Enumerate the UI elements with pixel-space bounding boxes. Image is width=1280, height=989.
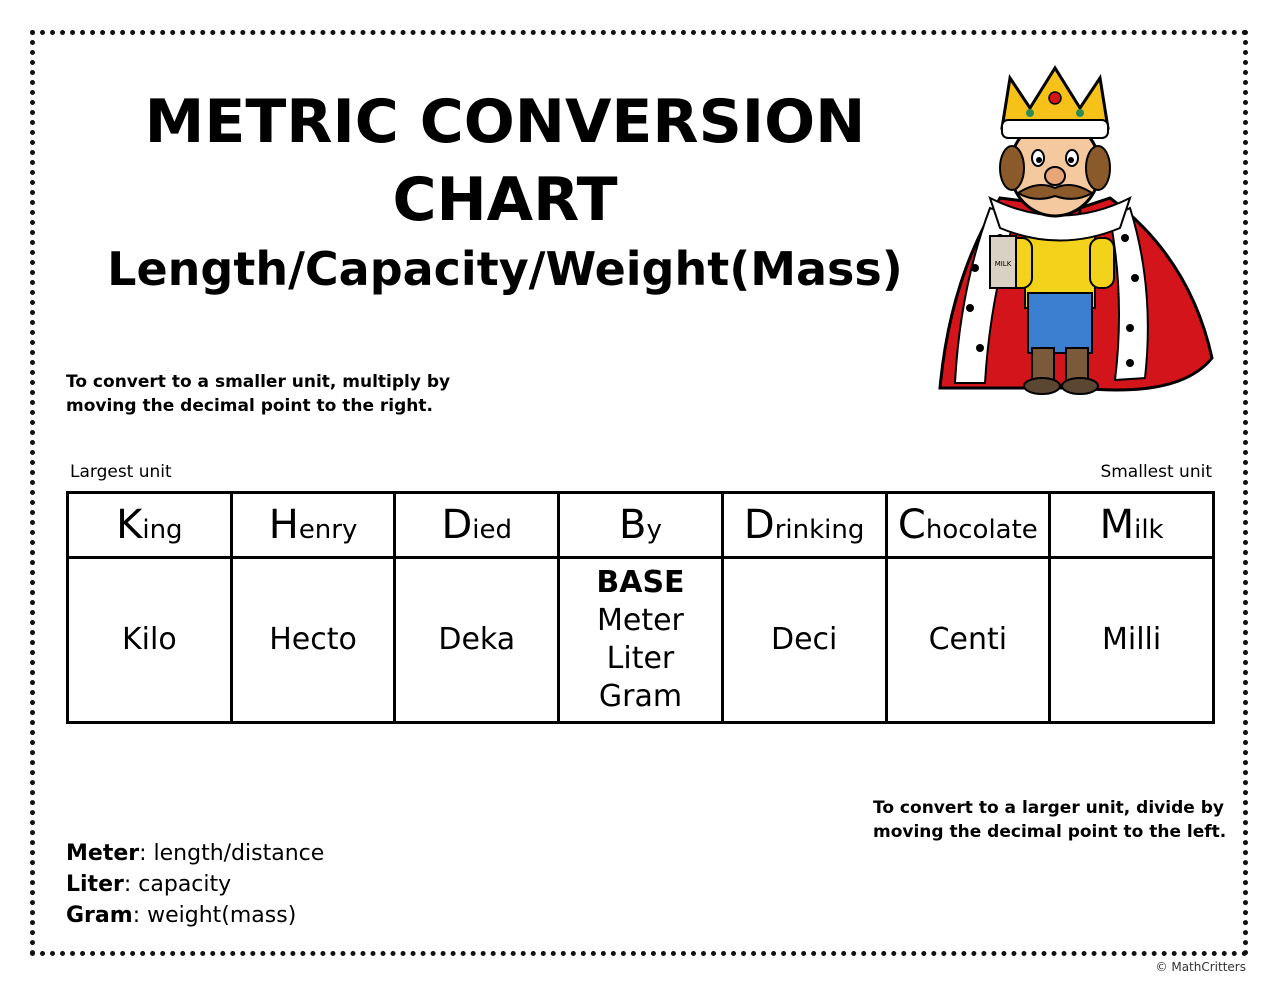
prefix-milli: Milli: [1050, 558, 1214, 723]
page-subtitle: Length/Capacity/Weight(Mass): [107, 242, 903, 296]
largest-unit-label: Largest unit: [70, 462, 172, 482]
base-unit-meter: Meter: [597, 603, 684, 638]
mnemonic-cell-henry: Henry: [231, 493, 395, 558]
mnemonic-row: [68, 493, 1214, 558]
mnemonic-cell-milk: Milk: [1050, 493, 1214, 558]
carton-label: MILK: [994, 260, 1012, 268]
prefix-row: [68, 558, 1214, 723]
mnemonic-cell-drinking: Drinking: [722, 493, 886, 558]
prefix-base: [559, 558, 723, 723]
divide-note: To convert to a larger unit, divide by moving the decimal point to the left.: [873, 798, 1227, 842]
unit-definitions: [66, 838, 324, 931]
definition-meter: Meter: length/distance: [66, 841, 325, 866]
base-unit-liter: Liter: [606, 641, 675, 676]
copyright-notice: © MathCritters: [1155, 960, 1246, 974]
metric-prefix-table: [66, 491, 1215, 724]
prefix-centi: Centi: [886, 558, 1050, 723]
definition-liter: Liter: capacity: [66, 872, 232, 897]
base-label: BASE: [596, 565, 685, 600]
base-unit-gram: Gram: [598, 679, 683, 714]
multiply-note: To convert to a smaller unit, multiply by moving the decimal point to the right.: [66, 372, 451, 416]
mnemonic-cell-by: By: [559, 493, 723, 558]
page-title: METRIC CONVERSION: [144, 87, 866, 157]
prefix-hecto: Hecto: [231, 558, 395, 723]
mnemonic-cell-died: Died: [395, 493, 559, 558]
page-title-line2: CHART: [392, 165, 618, 235]
definition-gram: Gram: weight(mass): [66, 903, 297, 928]
mnemonic-cell-king: King: [68, 493, 232, 558]
mnemonic-cell-chocolate: Chocolate: [886, 493, 1050, 558]
prefix-deci: Deci: [722, 558, 886, 723]
king-illustration: [930, 58, 1220, 398]
prefix-deka: Deka: [395, 558, 559, 723]
prefix-kilo: Kilo: [68, 558, 232, 723]
smallest-unit-label: Smallest unit: [1100, 462, 1212, 482]
